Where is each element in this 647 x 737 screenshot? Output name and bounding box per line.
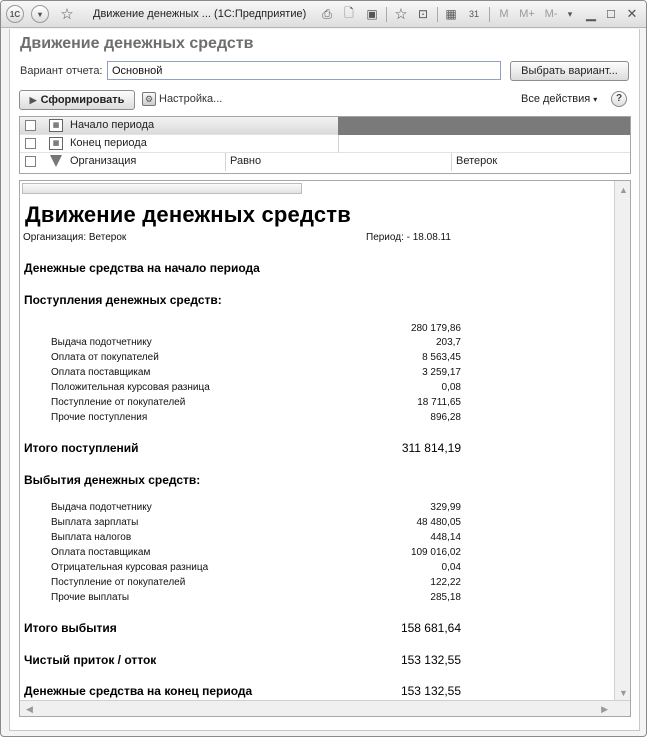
report-organization: Организация: Ветерок bbox=[23, 232, 127, 243]
outgo-line bbox=[51, 592, 461, 603]
line-value: 285,18 bbox=[430, 592, 461, 603]
line-label: Прочие выплаты bbox=[51, 592, 130, 603]
variant-input[interactable] bbox=[107, 61, 501, 80]
preview-icon[interactable]: 🗋 bbox=[344, 5, 354, 20]
print-icon[interactable]: ⎙ bbox=[322, 6, 332, 21]
chevron-down-icon[interactable]: ▾ bbox=[567, 8, 573, 19]
start-balance-header: Денежные средства на начало периода bbox=[24, 261, 260, 275]
form-content bbox=[9, 29, 640, 731]
all-actions-label: Все действия bbox=[521, 93, 591, 105]
line-value: 0,04 bbox=[441, 562, 461, 573]
play-icon: ▶ bbox=[29, 94, 37, 105]
save-icon[interactable]: ▣ bbox=[366, 7, 378, 21]
total-value: 158 681,64 bbox=[400, 621, 461, 635]
outgo-line bbox=[51, 502, 461, 513]
income-line bbox=[51, 337, 461, 348]
line-value: 203,7 bbox=[435, 337, 461, 348]
outgo-line bbox=[51, 532, 461, 543]
page-title: Движение денежных средств bbox=[20, 35, 254, 52]
report-ruler bbox=[22, 183, 302, 194]
total-label: Чистый приток / отток bbox=[24, 653, 157, 667]
income-total bbox=[24, 441, 461, 455]
total-label: Итого выбытия bbox=[24, 621, 117, 635]
scroll-up-icon[interactable]: ▲ bbox=[619, 185, 628, 195]
line-value: 122,22 bbox=[430, 577, 461, 588]
outgo-line bbox=[51, 517, 461, 528]
row-checkbox[interactable] bbox=[25, 156, 36, 167]
settings-button[interactable] bbox=[142, 92, 222, 106]
scroll-right-icon[interactable]: ▶ bbox=[601, 704, 608, 714]
start-balance-value: 280 179,86 bbox=[410, 323, 461, 334]
settings-table bbox=[19, 116, 631, 174]
calculator-icon[interactable]: ▦ bbox=[445, 7, 457, 21]
chevron-down-icon: ▾ bbox=[593, 95, 598, 104]
income-line bbox=[51, 382, 461, 393]
window-title: Движение денежных ... (1С:Предприятие) bbox=[93, 8, 307, 20]
line-value: 448,14 bbox=[430, 532, 461, 543]
total-value: 153 132,55 bbox=[400, 684, 461, 698]
line-label: Оплата поставщикам bbox=[51, 367, 151, 378]
scroll-down-icon[interactable]: ▼ bbox=[619, 688, 628, 698]
calendar-icon: ▦ bbox=[49, 119, 63, 132]
row-checkbox[interactable] bbox=[25, 138, 36, 149]
line-value: 329,99 bbox=[430, 502, 461, 513]
outgo-line bbox=[51, 547, 461, 558]
line-value: 109 016,02 bbox=[410, 547, 461, 558]
setting-condition[interactable]: Равно bbox=[230, 155, 262, 167]
setting-name: Организация bbox=[70, 155, 137, 167]
filter-icon bbox=[50, 155, 62, 167]
line-label: Отрицательная курсовая разница bbox=[51, 562, 209, 573]
total-label: Итого поступлений bbox=[24, 441, 139, 455]
line-value: 8 563,45 bbox=[422, 352, 461, 363]
title-bar bbox=[1, 1, 646, 28]
minimize-icon[interactable]: ▁ bbox=[586, 6, 596, 21]
line-label: Выплата налогов bbox=[51, 532, 132, 543]
settings-row[interactable] bbox=[20, 153, 630, 171]
report-title: Движение денежных средств bbox=[25, 202, 351, 227]
income-line bbox=[51, 397, 461, 408]
end-balance-total bbox=[24, 684, 461, 698]
outgo-total bbox=[24, 621, 461, 635]
total-value: 311 814,19 bbox=[401, 441, 461, 455]
line-label: Выдача подотчетнику bbox=[51, 337, 152, 348]
variant-label: Вариант отчета: bbox=[20, 65, 103, 77]
line-label: Прочие поступления bbox=[51, 412, 148, 423]
line-value: 48 480,05 bbox=[416, 517, 461, 528]
all-actions-menu[interactable] bbox=[521, 93, 597, 105]
total-value: 153 132,55 bbox=[400, 653, 461, 667]
memory-m-button[interactable]: M bbox=[499, 8, 509, 20]
setting-name: Конец периода bbox=[70, 137, 147, 149]
line-value: 18 711,65 bbox=[417, 397, 461, 408]
choose-variant-button[interactable]: Выбрать вариант... bbox=[510, 61, 629, 81]
scroll-left-icon[interactable]: ◀ bbox=[26, 704, 33, 714]
setting-value[interactable]: Ветерок bbox=[456, 155, 498, 167]
settings-label: Настройка... bbox=[159, 93, 223, 105]
horizontal-scrollbar[interactable] bbox=[20, 700, 630, 716]
line-label: Выплата зарплаты bbox=[51, 517, 139, 528]
setting-name: Начало периода bbox=[70, 119, 155, 131]
generate-button[interactable] bbox=[19, 90, 135, 110]
outgo-line bbox=[51, 562, 461, 573]
line-label: Оплата от покупателей bbox=[51, 352, 159, 363]
line-label: Выдача подотчетнику bbox=[51, 502, 152, 513]
line-label: Поступление от покупателей bbox=[51, 397, 186, 408]
line-value: 0,08 bbox=[441, 382, 461, 393]
app-logo-icon[interactable]: 1С bbox=[6, 5, 24, 23]
income-line bbox=[51, 367, 461, 378]
outgo-line bbox=[51, 577, 461, 588]
total-label: Денежные средства на конец периода bbox=[24, 684, 253, 698]
vertical-scrollbar[interactable] bbox=[614, 181, 630, 702]
close-icon[interactable]: ✕ bbox=[626, 6, 638, 21]
net-flow-total bbox=[24, 653, 461, 667]
line-value: 3 259,17 bbox=[422, 367, 461, 378]
calendar-icon[interactable]: 31 bbox=[468, 9, 479, 19]
add-favorite-icon[interactable]: ☆ bbox=[394, 6, 408, 23]
line-label: Положительная курсовая разница bbox=[51, 382, 210, 393]
row-checkbox[interactable] bbox=[25, 120, 36, 131]
settings-row[interactable] bbox=[20, 135, 630, 153]
report-document bbox=[19, 180, 631, 717]
maximize-icon[interactable]: ☐ bbox=[606, 8, 616, 21]
main-menu-icon[interactable]: ▾ bbox=[31, 5, 49, 23]
calendar-icon: ▦ bbox=[49, 137, 63, 150]
bookmark-icon[interactable]: ⊡ bbox=[417, 7, 429, 21]
line-value: 896,28 bbox=[430, 412, 461, 423]
line-label: Оплата поставщикам bbox=[51, 547, 151, 558]
favorite-star-icon[interactable]: ☆ bbox=[60, 6, 74, 23]
line-label: Поступление от покупателей bbox=[51, 577, 186, 588]
memory-minus-button[interactable]: M- bbox=[544, 8, 558, 20]
settings-icon: ⚙ bbox=[142, 92, 156, 106]
memory-plus-button[interactable]: M+ bbox=[519, 8, 535, 20]
income-line bbox=[51, 412, 461, 423]
settings-row[interactable] bbox=[20, 117, 630, 135]
outgo-header: Выбытия денежных средств: bbox=[24, 473, 201, 487]
report-period: Период: - 18.08.11 bbox=[366, 232, 451, 243]
income-header: Поступления денежных средств: bbox=[24, 293, 222, 307]
income-line bbox=[51, 352, 461, 363]
generate-label: Сформировать bbox=[40, 94, 125, 106]
help-icon[interactable]: ? bbox=[611, 91, 627, 107]
setting-value-cell[interactable] bbox=[338, 117, 630, 135]
